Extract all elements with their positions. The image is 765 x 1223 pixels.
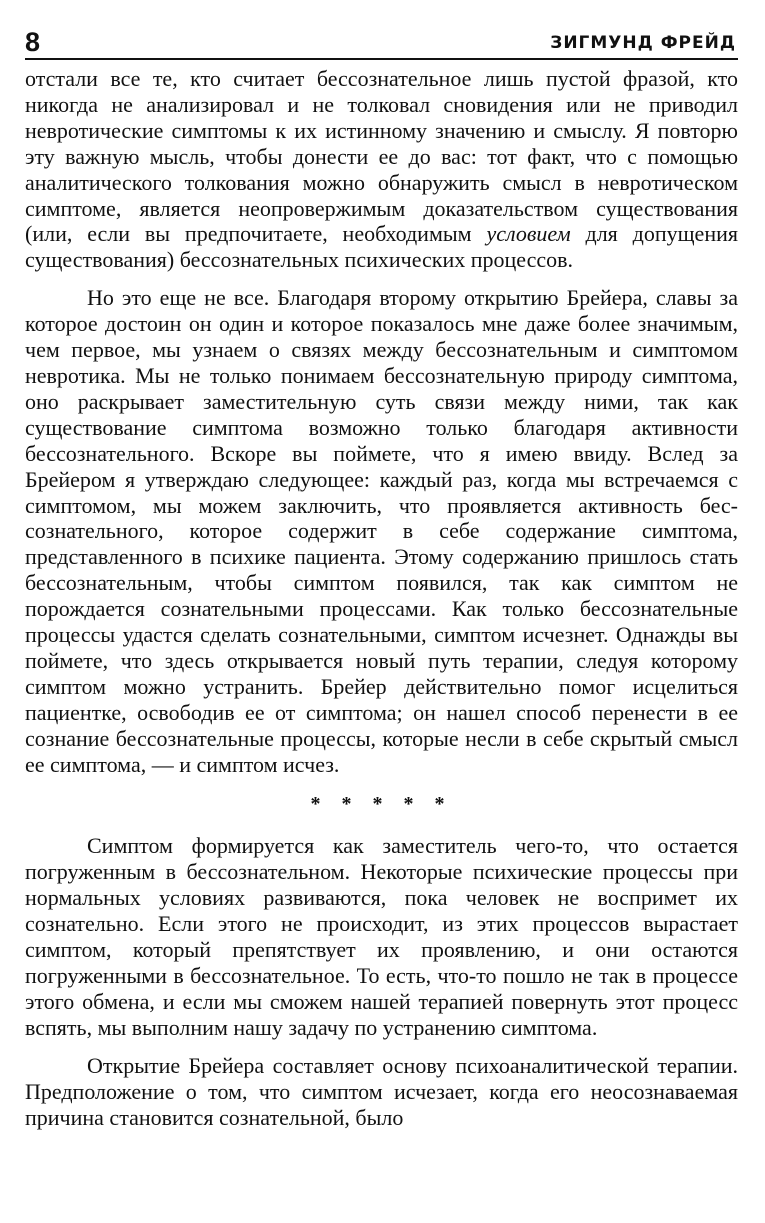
section-separator: * * * * * [310,793,453,816]
p1-text-a: отстали все те, кто считает бессознательное лишь пустой фразой, кто никогда не анализировал и не толковал сновидения или не приводил невротические симптомы к их истинному значению и смыслу. Я повторю эту важную мысль, чтобы донести ее до вас: тот факт, что с помощью аналитического толкования можно обнаружить смысл в невротическом симптоме, является неопровержимым доказательством существования (или, если вы предпочитаете, необходимым [25,66,738,247]
p1-text-b: для допущения существования) бессознательных психических процессов. [25,221,738,273]
running-title: ЗИГМУНД ФРЕЙД [550,33,736,53]
paragraph-4: Открытие Брейера составляет основу психоаналитической терапии. Предположение о том, что симптом исчезает, когда его неосознаваемая причина становится сознательной, было [25,1052,738,1130]
body-text [25,66,738,1130]
paragraph-2: Но это еще не все. Благодаря второму открытию Брейера, славы за которое достоин он один и которое показалось мне даже более значимым, чем первое, мы узнаем о связях между бессознательным и симптомом невротика. Мы не только понимаем бессознательную природу симптома, оно раскрывает заместительную суть связи между ними, так как существование симптома возможно только благодаря активности бессознательного. Вскоре вы поймете, что я имею ввиду. Вслед за Брейером я утверждаю следующее: каждый раз, когда мы встречаемся с симптомом, мы можем заключить, что проявляется активность бессознательного, которое содержит в себе содержание симптома, представленного в психике пациента. Этому содержанию пришлось стать бессознательным, чтобы симптом появился, так как симптом не порождается сознательными процессами. Как только бессознательные процессы удастся сделать сознательными, симптом исчезнет. Однажды вы поймете, что здесь открывается новый путь терапии, следуя которому симптом можно устранить. Брейер действительно помог исцелиться пациентке, освободив ее от симптома; он нашел способ перенести в ее сознание бессознательные процессы, которые несли в себе скрытый смысл ее симптома, — и симптом исчез. [25,285,738,777]
paragraph-1 [25,66,738,273]
page-number: 8 [25,27,41,57]
paragraph-3: Симптом формируется как заместитель чего-то, что остается погруженным в бессознательном. Некоторые психические процессы при нормальных условиях развиваются, пока человек не воспримет их сознательно. Если этого не происходит, из этих процессов вырастает симптом, который препятствует их проявлению, и они остаются погруженными в бессознательное. То есть, что-то пошло не так в процессе этого обмена, и если мы сможем нашей терапией повернуть этот процесс вспять, мы выполним нашу задачу по устранению симптома. [25,833,738,1040]
emphasis-word: условием [486,221,571,247]
page-header [25,26,738,60]
